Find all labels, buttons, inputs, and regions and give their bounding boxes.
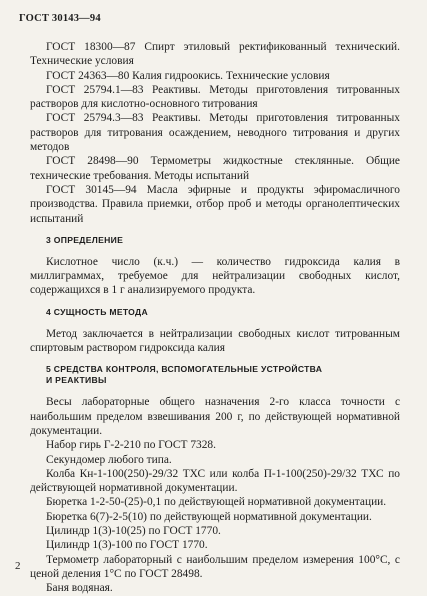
reference-item: ГОСТ 24363—80 Калия гидроокись. Технические условия [46,69,330,82]
reference-item: ГОСТ 30145—94 Масла эфирные и продукты эфиромасличного производства. Правила приемки, отбор проб и методы органолептических испытаний [30,183,400,225]
equipment-item: Колба Кн-1-100(250)-29/32 ТХС или колба П-1-100(250)-29/32 ТХС по действующей нормативной документации. [30,467,400,495]
equipment-item: Баня водяная. [46,582,113,595]
equipment-item: Набор гирь Г-2-210 по ГОСТ 7328. [46,439,216,452]
reference-item: ГОСТ 18300—87 Спирт этиловый ректификованный технический. Технические условия [30,41,400,68]
section-4-text: Метод заключается в нейтрализации свободных кислот титрованным спиртовым раствором гидроксида калия [30,327,400,355]
document-body [30,40,400,596]
section-5-title-line1: 5 СРЕДСТВА КОНТРОЛЯ, ВСПОМОГАТЕЛЬНЫЕ УСТРОЙСТВА [46,364,323,375]
reference-item: ГОСТ 25794.1—83 Реактивы. Методы приготовления титрованных растворов для кислотно-основного титрования [30,83,400,111]
document-code-header: ГОСТ 30143—94 [19,13,101,24]
page-number: 2 [15,560,21,572]
equipment-item: Термометр лабораторный с наибольшим пределом измерения 100°С, с ценой деления 1°С по ГОСТ 28498. [30,553,400,580]
equipment-item: Бюретка 6(7)-2-5(10) по действующей нормативной документации. [46,510,372,523]
section-4-title: 4 СУЩНОСТЬ МЕТОДА [46,306,148,317]
equipment-item: Весы лабораторные общего назначения 2-го класса точности с наибольшим пределом взвешивания 200 г, по действующей нормативной документации. [30,396,400,437]
equipment-item: Секундомер любого типа. [46,453,172,466]
equipment-item: Цилиндр 1(3)-100 по ГОСТ 1770. [46,539,208,552]
section-3-title: 3 ОПРЕДЕЛЕНИЕ [46,234,124,245]
reference-item: ГОСТ 25794.3—83 Реактивы. Методы приготовления титрованных растворов для титрования осаждением, неводного титрования и других методов [30,112,400,154]
reference-item: ГОСТ 28498—90 Термометры жидкостные стеклянные. Общие технические требования. Методы испытаний [30,155,400,182]
equipment-item: Бюретка 1-2-50-(25)-0,1 по действующей нормативной документации. [46,496,387,509]
section-3-text: Кислотное число (к.ч.) — количество гидроксида калия в миллиграммах, требуемое для нейтрализации свободных кислот, содержащихся в 1 г анализируемого продукта. [30,255,400,297]
equipment-item: Цилиндр 1(3)-10(25) по ГОСТ 1770. [46,525,221,538]
section-5-title-line2: И РЕАКТИВЫ [46,375,107,386]
